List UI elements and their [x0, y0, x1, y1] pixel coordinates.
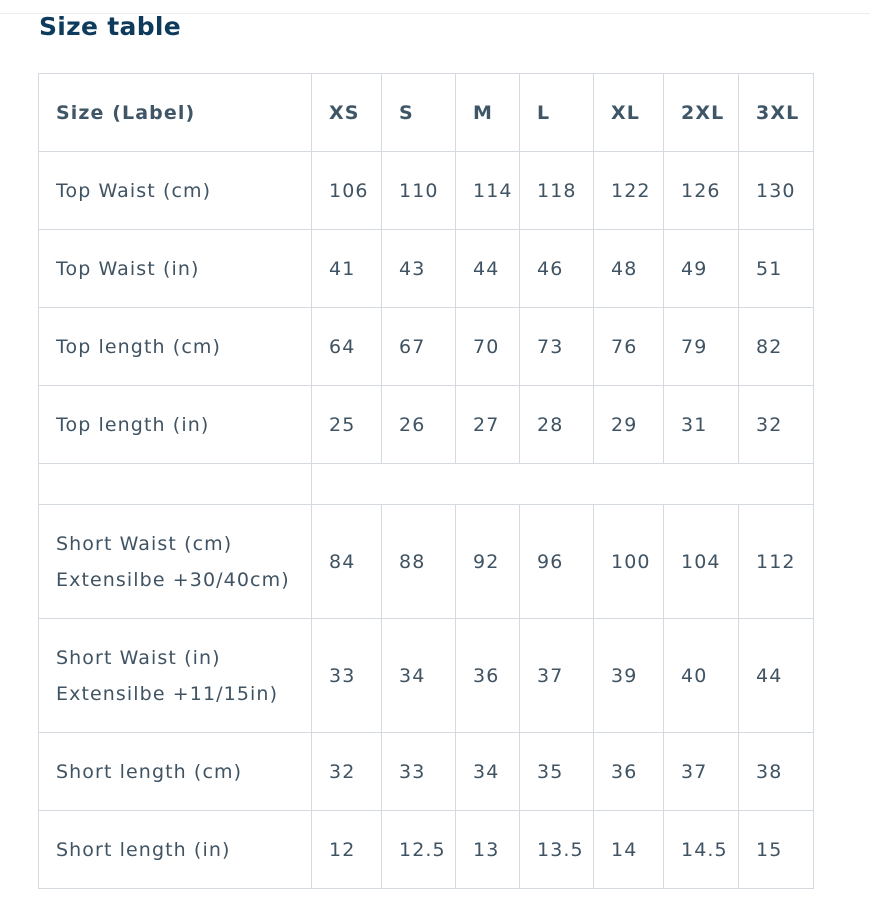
table-cell: 67 [382, 308, 456, 386]
row-label-line: Short Waist (cm) [56, 532, 233, 555]
size-header-3xl: 3XL [739, 74, 814, 152]
table-header-row [39, 74, 814, 152]
table-cell: 32 [739, 386, 814, 464]
row-label: Top Waist (in) [39, 230, 312, 308]
table-cell: 110 [382, 152, 456, 230]
table-cell: 104 [664, 505, 739, 619]
table-cell: 13.5 [520, 811, 594, 889]
table-cell: 79 [664, 308, 739, 386]
row-label-note: Extensilbe +11/15in) [56, 682, 279, 705]
size-header-s: S [382, 74, 456, 152]
table-cell: 39 [594, 619, 664, 733]
table-cell: 37 [664, 733, 739, 811]
table-cell: 84 [312, 505, 382, 619]
table-row [39, 308, 814, 386]
table-cell: 49 [664, 230, 739, 308]
table-cell: 73 [520, 308, 594, 386]
table-cell: 96 [520, 505, 594, 619]
table-cell: 48 [594, 230, 664, 308]
row-label-line: Short Waist (in) [56, 646, 221, 669]
table-cell: 88 [382, 505, 456, 619]
table-cell: 51 [739, 230, 814, 308]
row-label-note: Extensilbe +30/40cm) [56, 568, 290, 591]
size-header-l: L [520, 74, 594, 152]
table-cell: 14 [594, 811, 664, 889]
table-cell: 14.5 [664, 811, 739, 889]
table-cell: 64 [312, 308, 382, 386]
table-cell: 34 [382, 619, 456, 733]
spacer-cell [312, 464, 814, 505]
table-cell: 33 [312, 619, 382, 733]
table-cell: 12 [312, 811, 382, 889]
table-cell: 40 [664, 619, 739, 733]
table-row [39, 619, 814, 733]
spacer-row [39, 464, 814, 505]
table-cell: 43 [382, 230, 456, 308]
table-cell: 15 [739, 811, 814, 889]
table-cell: 118 [520, 152, 594, 230]
row-label: Short length (cm) [39, 733, 312, 811]
table-cell: 26 [382, 386, 456, 464]
row-label: Short length (in) [39, 811, 312, 889]
table-cell: 122 [594, 152, 664, 230]
size-header-m: M [456, 74, 520, 152]
table-row [39, 733, 814, 811]
table-cell: 12.5 [382, 811, 456, 889]
table-cell: 38 [739, 733, 814, 811]
table-cell: 25 [312, 386, 382, 464]
table-cell: 70 [456, 308, 520, 386]
table-cell: 126 [664, 152, 739, 230]
table-cell: 100 [594, 505, 664, 619]
table-cell: 44 [456, 230, 520, 308]
size-table [38, 73, 814, 889]
size-label-header: Size (Label) [39, 74, 312, 152]
table-cell: 35 [520, 733, 594, 811]
row-label: Top length (cm) [39, 308, 312, 386]
table-cell: 76 [594, 308, 664, 386]
row-label: Top length (in) [39, 386, 312, 464]
row-label [39, 505, 312, 619]
table-cell: 37 [520, 619, 594, 733]
spacer-cell [39, 464, 312, 505]
table-cell: 112 [739, 505, 814, 619]
row-label [39, 619, 312, 733]
table-row [39, 386, 814, 464]
table-cell: 33 [382, 733, 456, 811]
table-cell: 28 [520, 386, 594, 464]
table-cell: 46 [520, 230, 594, 308]
table-cell: 34 [456, 733, 520, 811]
table-cell: 31 [664, 386, 739, 464]
table-cell: 13 [456, 811, 520, 889]
table-cell: 27 [456, 386, 520, 464]
table-row [39, 230, 814, 308]
table-cell: 114 [456, 152, 520, 230]
size-header-2xl: 2XL [664, 74, 739, 152]
table-cell: 44 [739, 619, 814, 733]
table-row [39, 811, 814, 889]
table-cell: 92 [456, 505, 520, 619]
table-cell: 41 [312, 230, 382, 308]
table-cell: 106 [312, 152, 382, 230]
table-cell: 29 [594, 386, 664, 464]
size-header-xl: XL [594, 74, 664, 152]
size-header-xs: XS [312, 74, 382, 152]
table-cell: 82 [739, 308, 814, 386]
table-row [39, 505, 814, 619]
table-row [39, 152, 814, 230]
table-cell: 32 [312, 733, 382, 811]
page-title: Size table [39, 12, 182, 41]
table-cell: 36 [456, 619, 520, 733]
row-label: Top Waist (cm) [39, 152, 312, 230]
table-cell: 130 [739, 152, 814, 230]
table-cell: 36 [594, 733, 664, 811]
